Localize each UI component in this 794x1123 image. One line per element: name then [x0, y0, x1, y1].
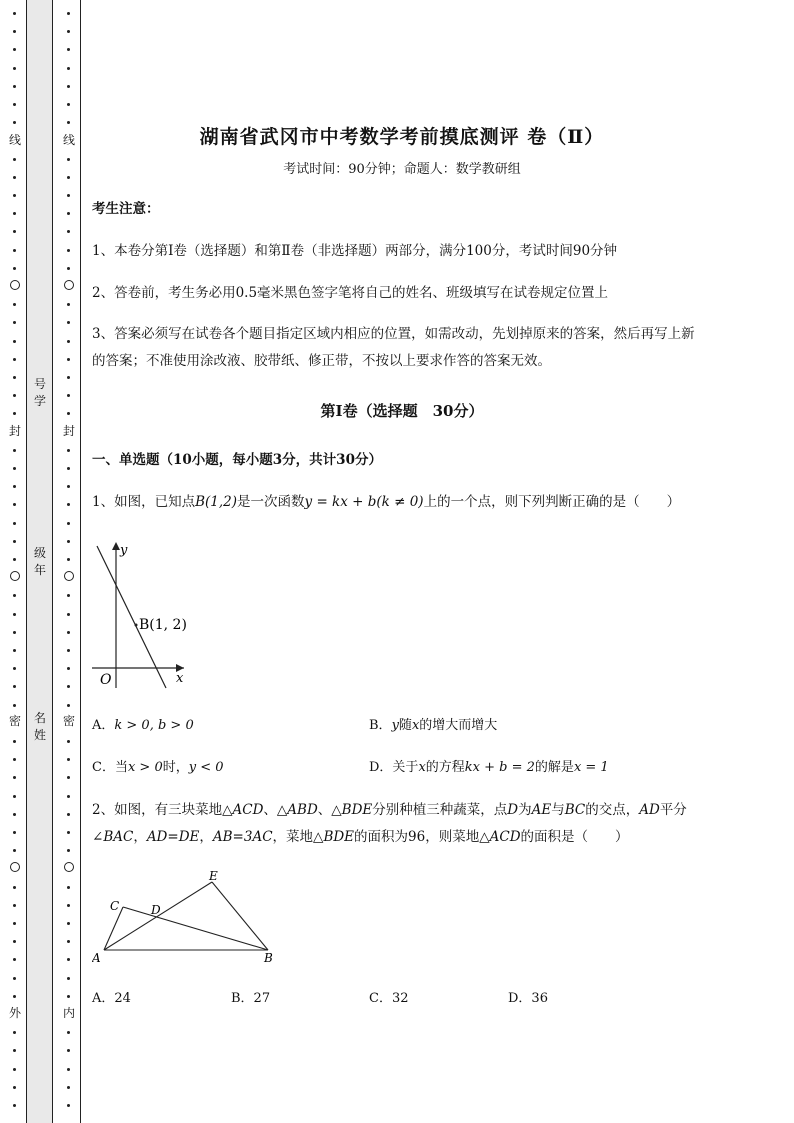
question-1-option-d: D．关于x的方程kx + b = 2的解是x = 1	[369, 760, 609, 775]
binding-dot	[13, 321, 16, 324]
binding-dot	[13, 212, 16, 215]
binding-dot	[67, 558, 70, 561]
binding-dot	[67, 849, 70, 852]
binding-dot	[13, 503, 16, 506]
binding-margin	[0, 0, 82, 1123]
binding-dot	[67, 1104, 70, 1107]
circle-mark-icon	[10, 571, 20, 581]
inner-mark-close: 密	[62, 714, 75, 728]
binding-dot	[13, 121, 16, 124]
binding-rule	[26, 0, 27, 1123]
binding-dot	[13, 594, 16, 597]
question-1-option-c: C．当x > 0时，y < 0	[92, 760, 224, 775]
vertex-b-label: B	[264, 951, 273, 965]
binding-dot	[13, 958, 16, 961]
inner-mark-inside: 内	[62, 1006, 75, 1020]
binding-dot	[13, 558, 16, 561]
binding-dot	[67, 904, 70, 907]
y-axis-label: y	[120, 543, 128, 558]
binding-dot	[67, 376, 70, 379]
binding-dot	[67, 594, 70, 597]
binding-dot	[67, 503, 70, 506]
field-grade: 级 年	[33, 546, 46, 577]
binding-dot	[67, 12, 70, 15]
inner-mark-line: 线	[62, 133, 75, 147]
binding-dot	[13, 740, 16, 743]
notice-heading: 考生注意：	[92, 201, 160, 217]
binding-dot	[67, 958, 70, 961]
binding-dot	[13, 30, 16, 33]
binding-dot	[13, 776, 16, 779]
binding-dot	[67, 795, 70, 798]
binding-dot	[67, 831, 70, 834]
binding-rule	[80, 0, 81, 1123]
binding-dot	[13, 849, 16, 852]
binding-dot	[67, 121, 70, 124]
binding-dot	[13, 1031, 16, 1034]
binding-dot	[67, 540, 70, 543]
binding-dot	[67, 249, 70, 252]
notice-item-3: 3、答案必须写在试卷各个题目指定区域内相应的位置，如需改动，先划掉原来的答案，然后再写上新 的答案；不准使用涂改液、胶带纸、修正带，不按以上要求作答的答案无效。	[92, 326, 695, 369]
binding-dot	[13, 12, 16, 15]
binding-dot	[13, 813, 16, 816]
binding-dot	[13, 1049, 16, 1052]
binding-dot	[13, 940, 16, 943]
circle-mark-icon	[10, 862, 20, 872]
outer-mark-seal: 封	[8, 424, 21, 438]
binding-dot	[67, 158, 70, 161]
outer-mark-outside: 外	[8, 1006, 21, 1020]
binding-dot	[13, 158, 16, 161]
binding-dot	[67, 995, 70, 998]
inner-dotted-line	[62, 0, 76, 1123]
inner-mark-seal: 封	[62, 424, 75, 438]
binding-dot	[13, 358, 16, 361]
binding-dot	[67, 358, 70, 361]
binding-dot	[13, 194, 16, 197]
circle-mark-icon	[64, 571, 74, 581]
binding-dot	[67, 613, 70, 616]
binding-dot	[13, 176, 16, 179]
binding-dot	[67, 85, 70, 88]
notice-item-1: 1、本卷分第I卷（选择题）和第Ⅱ卷（非选择题）两部分，满分100分，考试时间90分钟	[92, 243, 618, 259]
page-subtitle: 考试时间：90分钟；命题人：数学教研组	[283, 162, 521, 177]
binding-dot	[13, 977, 16, 980]
binding-dot	[67, 704, 70, 707]
notice-item-2: 2、答卷前，考生务必用0.5毫米黑色签字笔将自己的姓名、班级填写在试卷规定位置上	[92, 285, 609, 301]
question-1-stem: 1、如图，已知点B(1,2)是一次函数y = kx + b(k ≠ 0)上的一个点，则下列判断正确的是（ ）	[92, 494, 681, 510]
binding-dot	[67, 194, 70, 197]
binding-dot	[13, 103, 16, 106]
point-b-label: B(1, 2)	[139, 617, 187, 633]
field-name: 名 姓	[33, 711, 46, 742]
circle-mark-icon	[64, 280, 74, 290]
binding-dot	[67, 940, 70, 943]
origin-label: O	[100, 672, 112, 688]
binding-dot	[13, 758, 16, 761]
binding-dot	[67, 230, 70, 233]
binding-dot	[67, 394, 70, 397]
outer-mark-close: 密	[8, 714, 21, 728]
binding-dot	[67, 103, 70, 106]
question-2-stem: 2、如图，有三块菜地△ACD、△ABD、△BDE分别种植三种蔬菜，点D为AE与BC的交点，AD平分 ∠BAC，AD=DE，AB=3AC，菜地△BDE的面积为96，则菜地△ACD的面积是（ ）	[92, 802, 687, 845]
point-d-label: D	[151, 903, 161, 917]
binding-dot	[13, 795, 16, 798]
field-student-number: 号 学	[33, 377, 46, 408]
vertex-a-label: A	[92, 951, 101, 965]
question-2-option-c: C．32	[369, 991, 409, 1006]
binding-dot	[67, 321, 70, 324]
binding-dot	[13, 540, 16, 543]
binding-dot	[13, 67, 16, 70]
binding-dot	[67, 1049, 70, 1052]
binding-dot	[13, 613, 16, 616]
binding-dot	[67, 740, 70, 743]
binding-dot	[13, 831, 16, 834]
binding-dot	[13, 704, 16, 707]
outer-dotted-line	[8, 0, 22, 1123]
binding-dot	[67, 48, 70, 51]
binding-dot	[13, 649, 16, 652]
binding-dot	[13, 249, 16, 252]
page-title: 湖南省武冈市中考数学考前摸底测评 卷（Ⅱ）	[199, 126, 605, 148]
binding-dot	[67, 813, 70, 816]
binding-dot	[13, 394, 16, 397]
outer-mark-line: 线	[8, 133, 21, 147]
binding-dot	[67, 977, 70, 980]
binding-dot	[67, 922, 70, 925]
binding-dot	[67, 449, 70, 452]
binding-dot	[13, 522, 16, 525]
binding-dot	[13, 904, 16, 907]
binding-dot	[13, 886, 16, 889]
binding-dot	[67, 667, 70, 670]
binding-dot	[13, 467, 16, 470]
binding-dot	[13, 485, 16, 488]
binding-dot	[13, 376, 16, 379]
binding-dot	[13, 303, 16, 306]
binding-dot	[13, 1104, 16, 1107]
question-2-option-a: A．24	[92, 991, 131, 1006]
binding-dot	[67, 1068, 70, 1071]
question-2-option-b: B．27	[231, 991, 271, 1006]
binding-dot	[67, 631, 70, 634]
binding-dot	[13, 995, 16, 998]
binding-dot	[67, 176, 70, 179]
binding-dot	[67, 522, 70, 525]
binding-dot	[13, 48, 16, 51]
question-1-option-b: B．y随x的增大而增大	[369, 718, 498, 733]
binding-dot	[13, 685, 16, 688]
part-heading: 一、单选题（10小题，每小题3分，共计30分）	[92, 452, 382, 468]
question-1-option-a: A．k > 0, b > 0	[92, 718, 194, 733]
binding-dot	[13, 85, 16, 88]
question-1-figure	[92, 538, 202, 693]
binding-dot	[13, 922, 16, 925]
binding-dot	[13, 1086, 16, 1089]
binding-dot	[67, 303, 70, 306]
binding-dot	[13, 1068, 16, 1071]
binding-rule	[52, 0, 53, 1123]
binding-dot	[13, 230, 16, 233]
binding-dot	[67, 1086, 70, 1089]
binding-dot	[67, 886, 70, 889]
circle-mark-icon	[64, 862, 74, 872]
circle-mark-icon	[10, 280, 20, 290]
binding-dot	[13, 667, 16, 670]
x-axis-label: x	[176, 671, 184, 686]
binding-dot	[13, 449, 16, 452]
binding-dot	[67, 758, 70, 761]
binding-dot	[13, 412, 16, 415]
binding-dot	[67, 485, 70, 488]
binding-dot	[13, 340, 16, 343]
binding-dot	[67, 267, 70, 270]
binding-dot	[13, 267, 16, 270]
binding-dot	[67, 776, 70, 779]
binding-dot	[67, 67, 70, 70]
question-2-figure	[92, 868, 282, 968]
vertex-c-label: C	[110, 899, 120, 913]
section-title: 第I卷（选择题 30分）	[320, 402, 484, 420]
binding-dot	[67, 685, 70, 688]
binding-dot	[67, 30, 70, 33]
binding-dot	[67, 649, 70, 652]
vertex-e-label: E	[209, 869, 218, 883]
question-2-option-d: D．36	[508, 991, 548, 1006]
binding-dot	[13, 631, 16, 634]
binding-dot	[67, 412, 70, 415]
binding-dot	[67, 1031, 70, 1034]
binding-dot	[67, 340, 70, 343]
binding-dot	[67, 212, 70, 215]
binding-dot	[67, 467, 70, 470]
